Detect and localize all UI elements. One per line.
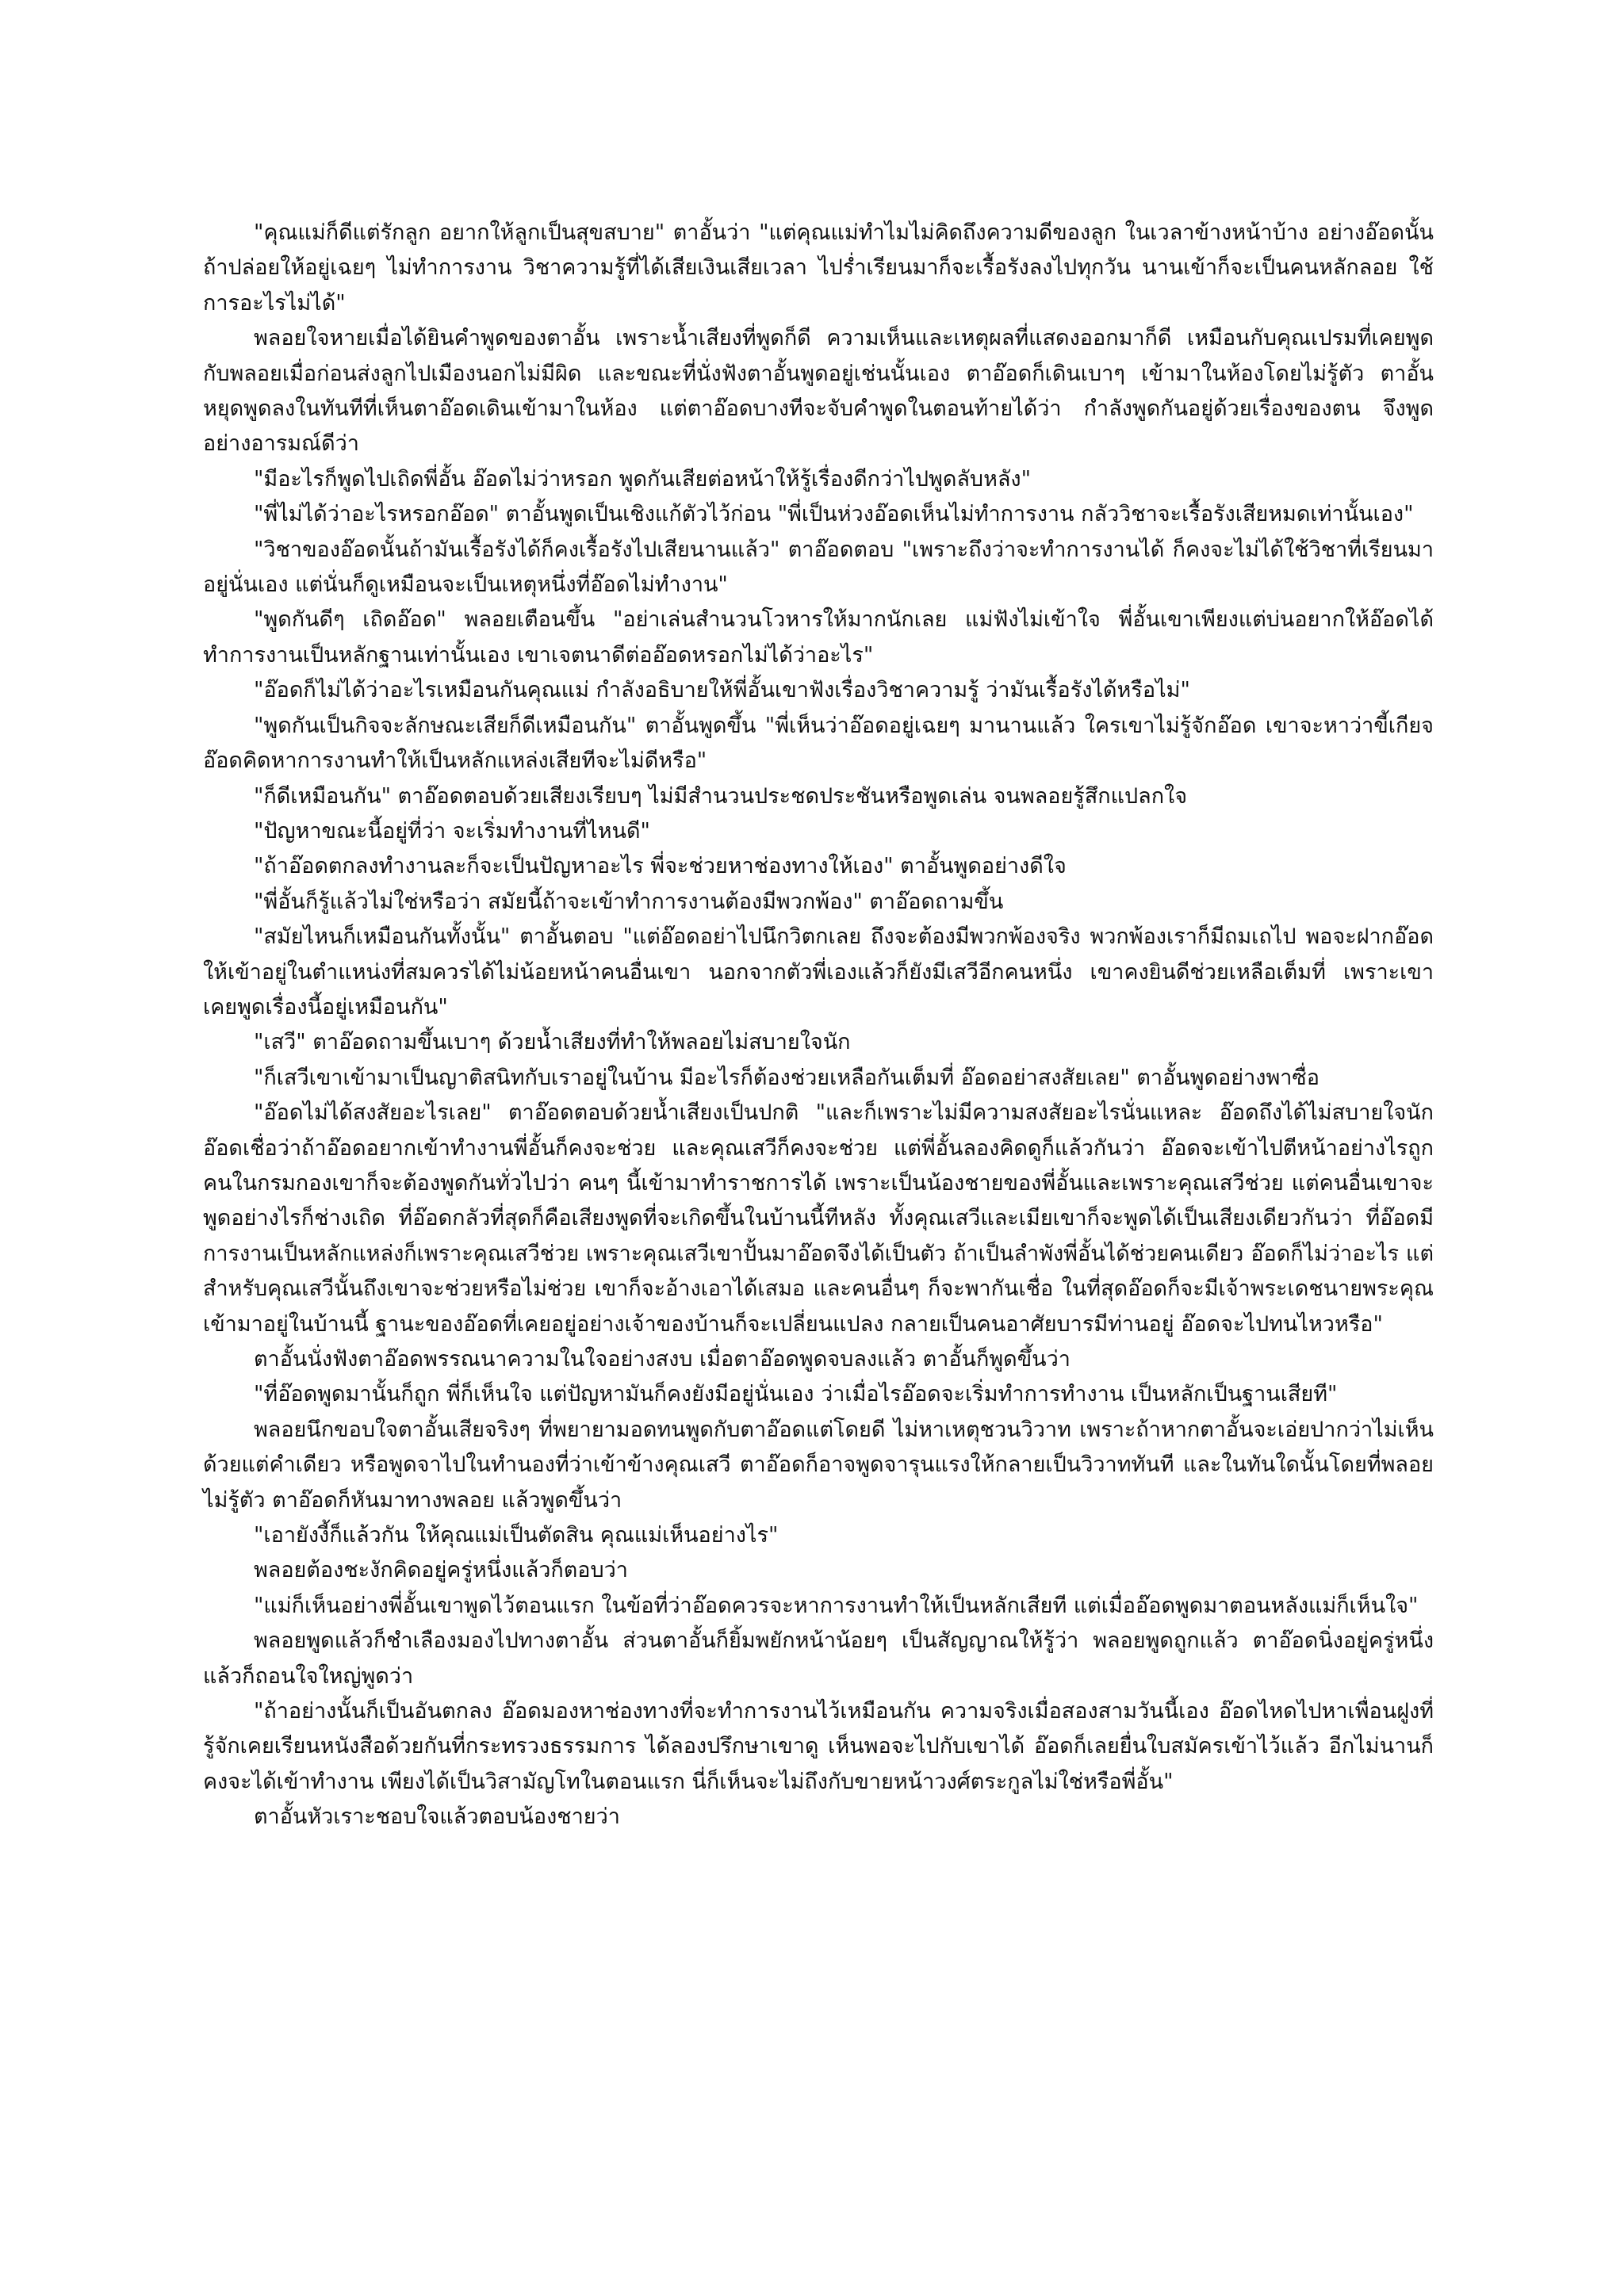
- paragraph-18: "ที่อ๊อดพูดมานั้นก็ถูก พี่ก็เห็นใจ แต่ปัญหามันก็คงยังมีอยู่นั่นเอง ว่าเมื่อไรอ๊อดจะเริ่มทำการทำงาน เป็นหลักเป็นฐานเสียที": [254, 1382, 1338, 1407]
- paragraph-12: "พี่อั้นก็รู้แล้วไม่ใช่หรือว่า สมัยนี้ถ้าจะเข้าทำการงานต้องมีพวกพ้อง" ตาอ๊อดถามขึ้น: [254, 889, 1004, 914]
- paragraph-25: ตาอั้นหัวเราะชอบใจแล้วตอบน้องชายว่า: [254, 1804, 620, 1830]
- paragraph-16: "อ๊อดไม่ได้สงสัยอะไรเลย" ตาอ๊อดตอบด้วยน้ำเสียงเป็นปกติ "และก็เพราะไม่มีความสงสัยอะไรนั่นแหละ อ๊อดถึงได้ไม่สบายใจนัก อ๊อดเชื่อว่าถ้าอ๊อดอยากเข้าทำงานพี่อั้นก็คงจะช่วย และคุณเสวีก็คงจะช่วย แต่พี่อั้นลองคิดดูก็แล้วกันว่า อ๊อดจะเข้าไปตีหน้าอย่างไรถูก คนในกรมกองเขาก็จะต้องพูดกันทั่วไปว่า คนๆ นี้เข้ามาทำราชการได้ เพราะเป็นน้องชายของพี่อั้นและเพราะคุณเสวีช่วย แต่คนอื่นเขาจะพูดอย่างไรก็ช่างเถิด ที่อ๊อดกลัวที่สุดก็คือเสียงพูดที่จะเกิดขึ้นในบ้านนี้ทีหลัง ทั้งคุณเสวีและเมียเขาก็จะพูดได้เป็นเสียงเดียวกันว่า ที่อ๊อดมีการงานเป็นหลักแหล่งก็เพราะคุณเสวีช่วย เพราะคุณเสวีเขาปั้นมาอ๊อดจึงได้เป็นตัว ถ้าเป็นลำพังพี่อั้นได้ช่วยคนเดียว อ๊อดก็ไม่ว่าอะไร แต่สำหรับคุณเสวีนั้นถึงเขาจะช่วยหรือไม่ช่วย เขาก็จะอ้างเอาได้เสมอ และคนอื่นๆ ก็จะพากันเชื่อ ในที่สุดอ๊อดก็จะมีเจ้าพระเดชนายพระคุณเข้ามาอยู่ในบ้านนี้ ฐานะของอ๊อดที่เคยอยู่อย่างเจ้าของบ้านก็จะเปลี่ยนแปลง กลายเป็นคนอาศัยบารมีท่านอยู่ อ๊อดจะไปทนไหวหรือ": [203, 1100, 1434, 1337]
- paragraph-21: พลอยต้องชะงักคิดอยู่ครู่หนึ่งแล้วก็ตอบว่า: [254, 1558, 628, 1583]
- paragraph-2: พลอยใจหายเมื่อได้ยินคำพูดของตาอั้น เพราะน้ำเสียงที่พูดก็ดี ความเห็นและเหตุผลที่แสดงออกมาก็ดี เหมือนกับคุณเปรมที่เคยพูดกับพลอยเมื่อก่อนส่งลูกไปเมืองนอกไม่มีผิด และขณะที่นั่งฟังตาอั้นพูดอยู่เช่นนั้นเอง ตาอ๊อดก็เดินเบาๆ เข้ามาในห้องโดยไม่รู้ตัว ตาอั้นหยุดพูดลงในทันทีที่เห็นตาอ๊อดเดินเข้ามาในห้อง แต่ตาอ๊อดบางทีจะจับคำพูดในตอนท้ายได้ว่า กำลังพูดกันอยู่ด้วยเรื่องของตน จึงพูดอย่างอารมณ์ดีว่า: [203, 326, 1434, 457]
- paragraph-1: "คุณแม่ก็ดีแต่รักลูก อยากให้ลูกเป็นสุขสบาย" ตาอั้นว่า "แต่คุณแม่ทำไมไม่คิดถึงความดีของลูก ในเวลาข้างหน้าบ้าง อย่างอ๊อดนั้นถ้าปล่อยให้อยู่เฉยๆ ไม่ทำการงาน วิชาความรู้ที่ได้เสียเงินเสียเวลา ไปร่ำเรียนมาก็จะเรื้อรังลงไปทุกวัน นานเข้าก็จะเป็นคนหลักลอย ใช้การอะไรไม่ได้": [203, 220, 1434, 316]
- paragraph-22: "แม่ก็เห็นอย่างพี่อั้นเขาพูดไว้ตอนแรก ในข้อที่ว่าอ๊อดควรจะหาการงานทำให้เป็นหลักเสียที แต่เมื่ออ๊อดพูดมาตอนหลังแม่ก็เห็นใจ": [254, 1593, 1419, 1618]
- paragraph-3: "มีอะไรก็พูดไปเถิดพี่อั้น อ๊อดไม่ว่าหรอก พูดกันเสียต่อหน้าให้รู้เรื่องดีกว่าไปพูดลับหลัง": [254, 466, 1032, 492]
- paragraph-20: "เอายังงี้ก็แล้วกัน ให้คุณแม่เป็นตัดสิน คุณแม่เห็นอย่างไร": [254, 1523, 779, 1548]
- paragraph-15: "ก็เสวีเขาเข้ามาเป็นญาติสนิทกับเราอยู่ในบ้าน มีอะไรก็ต้องช่วยเหลือกันเต็มที่ อ๊อดอย่าสงสัยเลย" ตาอั้นพูดอย่างพาซื่อ: [254, 1065, 1320, 1090]
- paragraph-10: "ปัญหาขณะนี้อยู่ที่ว่า จะเริ่มทำงานที่ไหนดี": [254, 818, 650, 844]
- paragraph-7: "อ๊อดก็ไม่ได้ว่าอะไรเหมือนกันคุณแม่ กำลังอธิบายให้พี่อั้นเขาฟังเรื่องวิชาความรู้ ว่ามันเรื้อรังได้หรือไม่": [254, 678, 1190, 703]
- paragraph-4: "พี่ไม่ได้ว่าอะไรหรอกอ๊อด" ตาอั้นพูดเป็นเชิงแก้ตัวไว้ก่อน "พี่เป็นห่วงอ๊อดเห็นไม่ทำการงาน กลัววิชาจะเรื้อรังเสียหมดเท่านั้นเอง": [254, 502, 1414, 527]
- paragraph-14: "เสวี" ตาอ๊อดถามขึ้นเบาๆ ด้วยน้ำเสียงที่ทำให้พลอยไม่สบายใจนัก: [254, 1030, 851, 1055]
- paragraph-23: พลอยพูดแล้วก็ชำเลืองมองไปทางตาอั้น ส่วนตาอั้นก็ยิ้มพยักหน้าน้อยๆ เป็นสัญญาณให้รู้ว่า พลอยพูดถูกแล้ว ตาอ๊อดนิ่งอยู่ครู่หนึ่งแล้วก็ถอนใจใหญ่พูดว่า: [203, 1628, 1434, 1689]
- paragraph-13: "สมัยไหนก็เหมือนกันทั้งนั้น" ตาอั้นตอบ "แต่อ๊อดอย่าไปนึกวิตกเลย ถึงจะต้องมีพวกพ้องจริง พวกพ้องเราก็มีถมเถไป พอจะฝากอ๊อดให้เข้าอยู่ในตำแหน่งที่สมควรได้ไม่น้อยหน้าคนอื่นเขา นอกจากตัวพี่เองแล้วก็ยังมีเสวีอีกคนหนึ่ง เขาคงยินดีช่วยเหลือเต็มที่ เพราะเขาเคยพูดเรื่องนี้อยู่เหมือนกัน": [203, 924, 1434, 1020]
- paragraph-17: ตาอั้นนั่งฟังตาอ๊อดพรรณนาความในใจอย่างสงบ เมื่อตาอ๊อดพูดจบลงแล้ว ตาอั้นก็พูดขึ้นว่า: [254, 1347, 1071, 1372]
- paragraph-5: "วิชาของอ๊อดนั้นถ้ามันเรื้อรังได้ก็คงเรื้อรังไปเสียนานแล้ว" ตาอ๊อดตอบ "เพราะถึงว่าจะทำการงานได้ ก็คงจะไม่ได้ใช้วิชาที่เรียนมาอยู่นั่นเอง แต่นั่นก็ดูเหมือนจะเป็นเหตุหนึ่งที่อ๊อดไม่ทำงาน": [203, 537, 1434, 598]
- paragraph-19: พลอยนึกขอบใจตาอั้นเสียจริงๆ ที่พยายามอดทนพูดกับตาอ๊อดแต่โดยดี ไม่หาเหตุชวนวิวาท เพราะถ้าหากตาอั้นจะเอ่ยปากว่าไม่เห็นด้วยแต่คำเดียว หรือพูดจาไปในทำนองที่ว่าเข้าข้างคุณเสวี ตาอ๊อดก็อาจพูดจารุนแรงให้กลายเป็นวิวาททันที และในทันใดนั้นโดยที่พลอยไม่รู้ตัว ตาอ๊อดก็หันมาทางพลอย แล้วพูดขึ้นว่า: [203, 1417, 1434, 1513]
- paragraph-11: "ถ้าอ๊อดตกลงทำงานละก็จะเป็นปัญหาอะไร พี่จะช่วยหาช่องทางให้เอง" ตาอั้นพูดอย่างดีใจ: [254, 854, 1067, 879]
- paragraph-8: "พูดกันเป็นกิจจะลักษณะเสียก็ดีเหมือนกัน" ตาอั้นพูดขึ้น "พี่เห็นว่าอ๊อดอยู่เฉยๆ มานานแล้ว ใครเขาไม่รู้จักอ๊อด เขาจะหาว่าขี้เกียจ อ๊อดคิดหาการงานทำให้เป็นหลักแหล่งเสียทีจะไม่ดีหรือ": [203, 713, 1434, 774]
- paragraph-6: "พูดกันดีๆ เถิดอ๊อด" พลอยเตือนขึ้น "อย่าเล่นสำนวนโวหารให้มากนักเลย แม่ฟังไม่เข้าใจ พี่อั้นเขาเพียงแต่บ่นอยากให้อ๊อดได้ทำการงานเป็นหลักฐานเท่านั้นเอง เขาเจตนาดีต่ออ๊อดหรอกไม่ได้ว่าอะไร": [203, 607, 1434, 668]
- paragraph-9: "ก็ดีเหมือนกัน" ตาอ๊อดตอบด้วยเสียงเรียบๆ ไม่มีสำนวนประชดประชันหรือพูดเล่น จนพลอยรู้สึกแปลกใจ: [254, 783, 1188, 809]
- paragraph-24: "ถ้าอย่างนั้นก็เป็นอันตกลง อ๊อดมองหาช่องทางที่จะทำการงานไว้เหมือนกัน ความจริงเมื่อสองสามวันนี้เอง อ๊อดไหดไปหาเพื่อนฝูงที่รู้จักเคยเรียนหนังสือด้วยกันที่กระทรวงธรรมการ ได้ลองปรึกษาเขาดู เห็นพอจะไปกับเขาได้ อ๊อดก็เลยยื่นใบสมัครเข้าไว้แล้ว อีกไม่นานก็คงจะได้เข้าทำงาน เพียงได้เป็นวิสามัญโทในตอนแรก นี่ก็เห็นจะไม่ถึงกับขายหน้าวงศ์ตระกูลไม่ใช่หรือพี่อั้น": [203, 1699, 1434, 1794]
